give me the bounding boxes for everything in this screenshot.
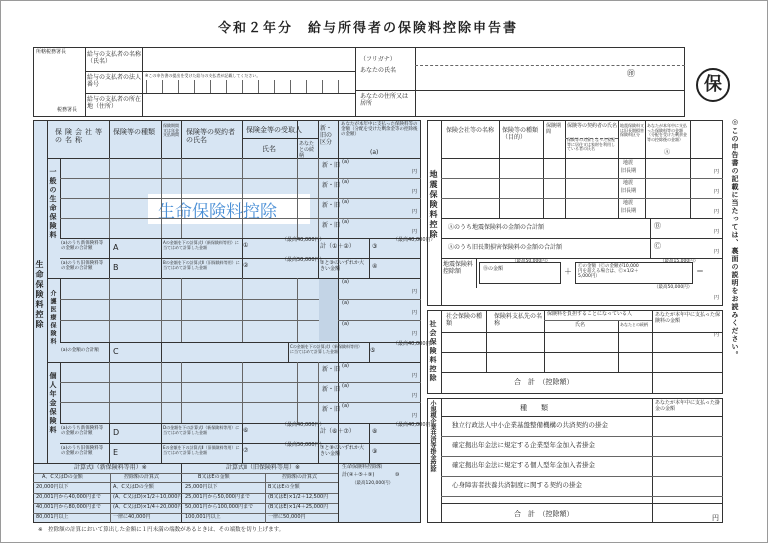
pension-label: 個人年金保険料: [49, 372, 57, 435]
care-col-line: [242, 278, 243, 342]
max-40000-sum2: （最高40,000円）: [393, 422, 436, 428]
eq-deduct-c-max: （最高15,000円）: [660, 259, 699, 264]
office-label: 所轄税務署長: [36, 49, 67, 55]
amount-mark: (a): [342, 300, 349, 306]
life-col-amount-sub: (a): [370, 149, 379, 156]
letter-b: B: [113, 263, 119, 272]
amount-yen: 円: [412, 393, 418, 399]
circle-6: ⑥: [243, 427, 249, 434]
pension-row-line: [60, 402, 421, 403]
general-col-line: [318, 158, 319, 238]
letter-d: D: [113, 428, 120, 437]
amount-yen: 円: [412, 310, 418, 316]
eq-equals: ＝: [696, 267, 704, 276]
care-shade: [319, 279, 338, 341]
your-name-label: あなたの氏名: [360, 67, 397, 74]
row-e-label: (a)のうち旧保険料等の金額の合計額: [61, 446, 104, 457]
small-row-label: 心身障害者扶養共済制度に関する契約の掛金: [452, 481, 582, 489]
amount-yen: 円: [412, 413, 418, 419]
pension-col-line: [109, 362, 110, 423]
pension-col-line: [297, 362, 298, 423]
formula-2-calc: (B又はE)×1/4＋25,000円: [268, 504, 329, 510]
formula-footnote: ※ 控除額の計算において算出した金額に１円未満の端数があるときは、その端数を切り上げます。: [38, 527, 285, 533]
life-col-relation: あなたとの続柄: [299, 141, 315, 159]
circle-2: ②: [243, 262, 249, 269]
number-cell-divider: [242, 80, 243, 93]
newold-mark: 新・旧: [322, 386, 341, 393]
small-row-label: 独立行政法人中小企業基盤整備機構の共済契約の掛金: [452, 421, 608, 429]
general-col-line: [109, 158, 110, 238]
eq-row-c: Ⓐのうち旧長期損害保険料の金額の合計額: [448, 244, 563, 251]
eq-amount-yen: 円: [714, 209, 720, 215]
eq-row-b-no: Ⓑ: [654, 222, 661, 230]
compare-2-no: ⑨: [372, 448, 378, 455]
eq-oldlong-mark: 旧長期: [621, 208, 637, 214]
amount-mark: (a): [342, 179, 349, 185]
care-col-line: [297, 278, 298, 342]
life-col-amount: あなたが本年中に支払った保険料等の金額（分配を受けた剰余金等の控除後の金額）: [341, 122, 418, 138]
formula-2-range: 50,001円から100,000円まで: [185, 504, 254, 510]
formula-2-col2: 控除額の計算式: [282, 474, 318, 480]
pension-col-line: [242, 362, 243, 423]
eq-col-type: 地震保険料又は旧長期損害保険料区分: [620, 123, 644, 138]
letter-a: A: [113, 243, 119, 252]
amount-mark: (a): [342, 159, 349, 165]
small-head-line: [441, 416, 723, 417]
life-section-label: 生命保険料控除: [35, 260, 44, 330]
newold-mark: 新・旧: [322, 162, 341, 169]
payer-address-label: 給与の支払者の所在地（住所）: [87, 96, 142, 110]
formula-1-col2: 控除額の計算式: [124, 474, 160, 480]
number-cell-divider: [306, 80, 307, 93]
furigana-label: （フリガナ）: [360, 56, 396, 63]
newold-mark: 新・旧: [322, 202, 341, 209]
overlay-label: 生命保険料控除: [148, 194, 310, 224]
eq-deduct-b: Ⓑの金額: [483, 266, 504, 272]
eq-amount-yen: 円: [714, 169, 720, 175]
calc-d: Dの金額を下の計算式Ⅰ（新保険料等用）に当てはめて計算した金額: [163, 425, 240, 435]
insurance-badge: 保: [696, 68, 730, 102]
amount-yen: 円: [412, 229, 418, 235]
number-cell-divider: [194, 80, 195, 93]
max-50000-b: （最高50,000円）: [282, 257, 325, 263]
number-cell-divider: [226, 80, 227, 93]
eq-col-target: 保険等の対象となった家屋等に居住又は家財を利用している者の氏名: [567, 137, 615, 152]
total-formula: 計(④＋⑤＋⑨): [342, 472, 375, 478]
formula-2-calc: (B又はE)×1/2＋12,500円: [268, 494, 329, 500]
sum-1-no: ③: [372, 243, 378, 250]
small-yen: 円: [712, 514, 719, 522]
pension-row-line: [60, 382, 421, 383]
eq-oldlong-mark: 旧長期: [621, 168, 637, 174]
compare-2: ⑦と⑧のいずれか大きい金額: [320, 445, 364, 457]
general-col-line: [242, 158, 243, 238]
care-label: 介護医療保険料: [49, 290, 56, 346]
eq-amount-yen: 円: [714, 189, 720, 195]
row-d-label: (a)のうち新保険料等の金額の合計額: [61, 426, 104, 437]
pension-col-line: [318, 362, 319, 423]
general-col-line: [161, 158, 162, 238]
amount-mark: (a): [342, 219, 349, 225]
total-max: （最高120,000円）: [352, 481, 394, 486]
number-cell-divider: [338, 80, 339, 93]
calc-c: Cの金額を下の計算式Ⅰ（新保険料等用）に当てはめて計算した金額: [290, 344, 360, 354]
eq-quake-mark: 地震: [623, 180, 634, 186]
calc-a: Aの金額を下の計算式Ⅰ（新保険料等用）に当てはめて計算した金額: [163, 240, 239, 250]
life-col-receiver-name: 氏名: [262, 145, 276, 153]
small-total: 合 計 （控除額）: [514, 510, 574, 518]
sum-2: 計（⑥＋⑦）: [320, 428, 355, 435]
formula-1-range: 20,001円から40,000円まで: [36, 494, 101, 500]
formula-1-range: 80,001円以上: [36, 514, 69, 520]
social-col-payee: 保険料支払先の名称: [494, 313, 543, 327]
formula-1-calc: A、C又はDの全額: [113, 484, 154, 490]
pension-col-line: [181, 362, 182, 423]
eq-col-contractor: 保険等の契約者の氏名: [567, 123, 618, 129]
document-title: 令和２年分 給与所得者の保険料控除申告書: [218, 21, 519, 36]
formula-2-range: 25,000円以下: [185, 484, 218, 490]
number-cell-divider: [274, 80, 275, 93]
number-cell-divider: [322, 80, 323, 93]
circle-10: ⑩: [395, 472, 400, 478]
formula-1-col1: A、C又はDの金額: [42, 474, 83, 480]
general-life-label: 一般の生命保険料: [49, 168, 57, 240]
your-address-label: あなたの住所又は居所: [360, 93, 409, 107]
amount-yen: 円: [412, 373, 418, 379]
eq-row-b: Ⓐのうち地震保険料の金額の合計額: [448, 224, 545, 231]
payer-number-note: ※この申告書の提出を受けた給与の支払者が記載してください。: [145, 73, 261, 78]
row-c-label: (a)の金額の合計額: [61, 348, 99, 353]
circle-5: ⑤: [370, 347, 376, 354]
social-col-burden: 保険料を負担することになっている人: [547, 311, 633, 317]
row-a-label: (a)のうち新保険料等の金額の合計額: [61, 241, 104, 252]
small-row-line: [441, 476, 723, 477]
eq-deduct-total-max: （最高50,000円）: [654, 285, 693, 290]
formula-1-calc: (A、C又はD)×1/4＋20,000円: [113, 504, 183, 510]
sum-2-no: ⑧: [372, 428, 378, 435]
max-40000-a: （最高40,000円）: [282, 237, 325, 243]
tax-office-label: 税務署長: [57, 107, 78, 113]
max-40000-d: （最高40,000円）: [282, 422, 325, 428]
calc-b: Bの金額を下の計算式Ⅱ（旧保険料等用）に当てはめて計算した金額: [163, 260, 240, 270]
life-col-newold: 新・旧の区分: [320, 125, 333, 146]
calc-e: Eの金額を下の計算式Ⅱ（旧保険料等用）に当てはめて計算した金額: [163, 445, 240, 455]
formula-1-calc: (A、C又はD)×1/2＋10,000円: [113, 494, 183, 500]
small-col-amount: あなたが本年中に支払った掛金の金額: [655, 400, 721, 412]
circle-7: ⑦: [243, 447, 249, 454]
amount-yen: 円: [412, 209, 418, 215]
eq-deduct-c: Ⓒの金額（Ⓒの金額が10,000円を超える場合は、Ⓒ×1/2＋5,000円）: [578, 264, 639, 280]
formula-2-calc: B又はEの全額: [268, 484, 300, 490]
total-label: 生命保険料控除額: [342, 464, 383, 470]
circle-1: ①: [243, 242, 249, 249]
max-40000-c: （最高40,000円）: [393, 341, 436, 347]
eq-col-company: 保険会社等の名称: [446, 127, 495, 134]
eq-col-period: 保険期間: [546, 123, 562, 135]
formula-1-calc: 一律に40,000円: [113, 514, 151, 520]
small-row-label: 確定拠出年金法に規定する個人型年金加入者掛金: [452, 461, 595, 469]
side-note: ◎この申告書の記載に当たっては、裏面の説明をお読みください。: [731, 118, 739, 359]
eq-quake-mark: 地震: [623, 160, 634, 166]
formula-1-range: 20,000円以下: [36, 484, 69, 490]
number-cell-divider: [162, 80, 163, 93]
newold-mark: 新・旧: [322, 182, 341, 189]
eq-row-line: [441, 178, 723, 179]
formula-2-range: 100,001円以上: [185, 514, 221, 520]
eq-col-amount-sub: Ⓐ: [664, 149, 671, 156]
amount-mark: (a): [342, 383, 349, 389]
seal-mark: ㊞: [627, 69, 635, 78]
eq-deduct-max: （最高50,000円）: [512, 259, 551, 264]
small-col-kind: 種 類: [520, 404, 548, 412]
small-total-line: [441, 503, 723, 504]
eq-yen-b: 円: [714, 229, 720, 235]
formula-1-title: 計算式Ⅰ（新保険料等用）※: [74, 464, 147, 471]
formula-2-col1: B又はEの金額: [198, 474, 230, 480]
newold-mark: 新・旧: [322, 222, 341, 229]
formula-1-range: 40,001円から80,000円まで: [36, 504, 101, 510]
general-col-line: [181, 158, 182, 238]
formula-2-title: 計算式Ⅱ（旧保険料等用）※: [226, 464, 300, 471]
care-col-line: [161, 278, 162, 342]
formula-2-range: 25,001円から50,000円まで: [185, 494, 250, 500]
social-col-amount: あなたが本年中に支払った保険料の金額: [655, 312, 721, 324]
number-cell-divider: [146, 80, 147, 93]
small-row-label: 確定拠出年金法に規定する企業型年金加入者掛金: [452, 441, 595, 449]
eq-quake-mark: 地震: [623, 200, 634, 206]
social-total: 合 計 （控除額）: [514, 378, 574, 386]
social-col-kind: 社会保険の種類: [446, 313, 483, 327]
eq-row-c-no: Ⓒ: [654, 242, 661, 250]
pension-col-line: [161, 362, 162, 423]
newold-mark: 新・旧: [322, 366, 341, 373]
eq-plus: ＋: [564, 267, 572, 276]
eq-yen-c: 円: [714, 249, 720, 255]
life-col-period: 保険期間又は年金支払期間: [163, 123, 179, 138]
eq-col-amount: あなたが本年中に支払った保険料等の金額（分配を受けた剰余金等の控除後の金額）: [647, 123, 687, 142]
social-col-relation: あなたとの続柄: [620, 322, 648, 327]
payer-number-label: 給与の支払者の法人番号: [87, 74, 142, 88]
eq-yen-total: 円: [714, 295, 720, 301]
number-cell-divider: [210, 80, 211, 93]
care-row-line: [60, 320, 421, 321]
compare-1-no: ④: [372, 263, 378, 270]
amount-mark: (a): [342, 321, 349, 327]
life-col-company: 保険会社等の名称: [55, 128, 105, 145]
formula-2-calc: 一律に50,000円: [268, 514, 306, 520]
small-section-label: 小規模企業共済等掛金控除: [429, 400, 436, 472]
life-col-kind: 保険等の種類: [113, 128, 155, 136]
newold-mark: 新・旧: [322, 406, 341, 413]
row-b-label: (a)のうち旧保険料等の金額の合計額: [61, 261, 104, 272]
general-row-line: [60, 178, 421, 179]
social-section-label: 社会保険料控除: [429, 320, 437, 383]
eq-deduct-label: 地震保険料控除額: [443, 261, 474, 275]
amount-yen: 円: [412, 289, 418, 295]
care-col-line: [181, 278, 182, 342]
number-cell-divider: [178, 80, 179, 93]
amount-mark: (a): [342, 199, 349, 205]
life-col-receiver: 保険金等の受取人: [246, 126, 302, 134]
general-row-line: [60, 198, 421, 199]
number-cell-divider: [258, 80, 259, 93]
eq-col-kind: 保険等の種類（目的）: [502, 127, 539, 141]
letter-e: E: [113, 448, 119, 457]
amount-yen: 円: [412, 169, 418, 175]
care-row-line: [60, 299, 421, 300]
sum-1: 計（①＋②）: [320, 243, 355, 250]
compare-1: ②と③のいずれか大きい金額: [320, 260, 364, 272]
amount-mark: (a): [342, 279, 349, 285]
max-40000-sum: （最高40,000円）: [393, 237, 436, 243]
eq-oldlong-mark: 旧長期: [621, 188, 637, 194]
amount-mark: (a): [342, 363, 349, 369]
small-row-line: [441, 436, 723, 437]
amount-yen: 円: [412, 189, 418, 195]
max-50000-e: （最高50,000円）: [282, 442, 325, 448]
letter-c: C: [113, 347, 119, 356]
amount-yen: 円: [412, 331, 418, 337]
care-col-line: [109, 278, 110, 342]
payer-name-label: 給与の支払者の名称（氏名）: [87, 51, 142, 65]
general-col-line: [297, 158, 298, 238]
small-row-line: [441, 456, 723, 457]
life-col-contractor: 保険等の契約者の氏名: [186, 128, 235, 145]
general-row-line: [60, 218, 421, 219]
amount-mark: (a): [342, 403, 349, 409]
social-col-name: 氏名: [575, 322, 586, 328]
small-row-line: [441, 496, 723, 497]
eq-row-line: [441, 198, 723, 199]
earthquake-section-label: 地震保険料控除: [429, 170, 438, 240]
number-cell-divider: [290, 80, 291, 93]
social-yen: 円: [714, 332, 720, 338]
